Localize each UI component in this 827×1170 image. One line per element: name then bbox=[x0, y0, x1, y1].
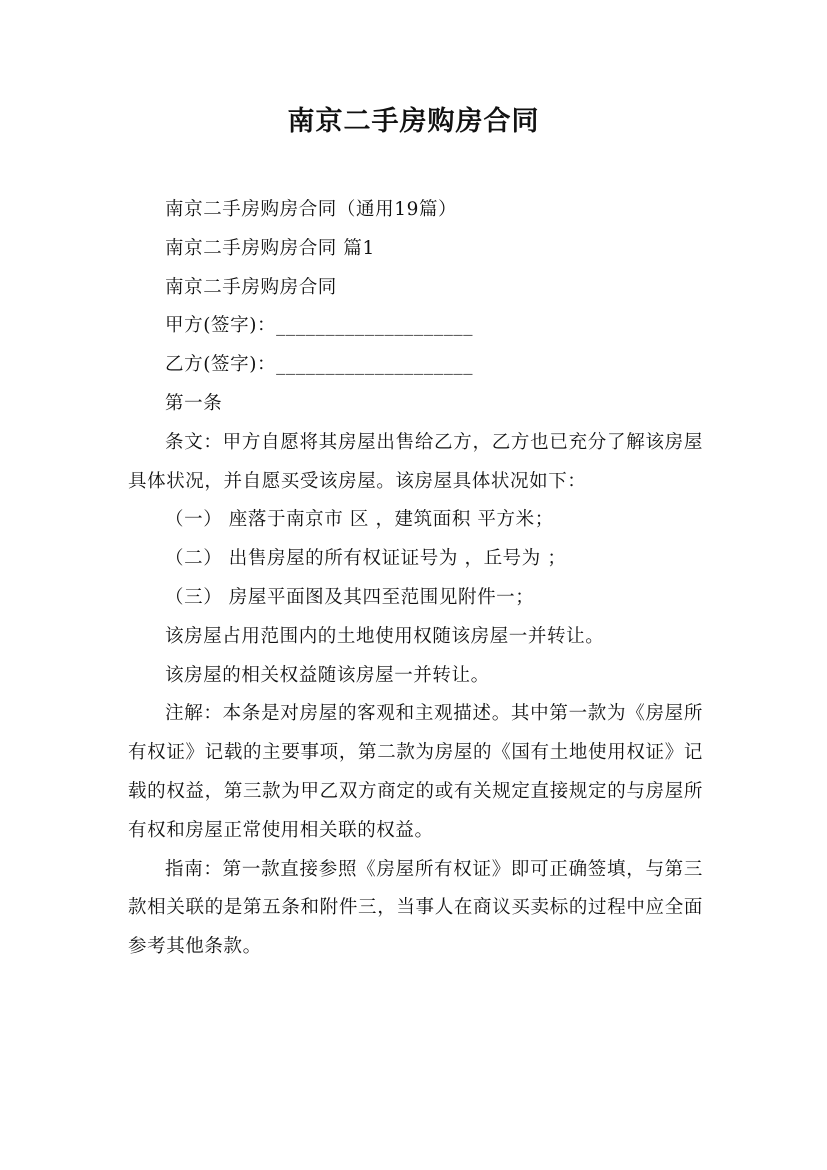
doc-contract-name: 南京二手房购房合同 bbox=[165, 276, 337, 298]
annotation-paragraph: 注解：本条是对房屋的客观和主观描述。其中第一款为《房屋所有权证》记载的主要事项，第二款为房屋的《国有土地使用权证》记载的权益，第三款为甲乙双方商定的或有关规定直接规定的与房屋所有权和房屋正常使用相关联的权益。 bbox=[128, 703, 703, 841]
clause-item-3: （三） 房屋平面图及其四至范围见附件一； bbox=[165, 586, 535, 608]
document-title: 南京二手房购房合同 bbox=[287, 106, 540, 137]
clause-item-2: （二） 出售房屋的所有权证证号为 ，丘号为 ； bbox=[165, 548, 567, 570]
rights-paragraph: 该房屋的相关权益随该房屋一并转让。 bbox=[165, 664, 490, 686]
guide-paragraph: 指南：第一款直接参照《房屋所有权证》即可正确签填，与第三款相关联的是第五条和附件三，当事人在商议买卖标的过程中应全面参考其他条款。 bbox=[128, 858, 703, 958]
land-use-paragraph: 该房屋占用范围内的土地使用权随该房屋一并转让。 bbox=[165, 625, 605, 647]
article-text: 条文：甲方自愿将其房屋出售给乙方，乙方也已充分了解该房屋具体状况，并自愿买受该房屋。该房屋具体状况如下： bbox=[128, 431, 703, 492]
doc-heading-part: 南京二手房购房合同 篇1 bbox=[165, 237, 375, 259]
article-heading: 第一条 bbox=[165, 392, 223, 414]
doc-heading-collection: 南京二手房购房合同（通用19篇） bbox=[165, 199, 458, 220]
party-b-signature-line: 乙方(签字)：____________________ bbox=[165, 354, 474, 376]
document-body bbox=[128, 191, 703, 967]
clause-item-1: （一） 座落于南京市 区 ，建筑面积 平方米； bbox=[165, 509, 554, 531]
party-a-signature-line: 甲方(签字)：____________________ bbox=[165, 315, 474, 337]
